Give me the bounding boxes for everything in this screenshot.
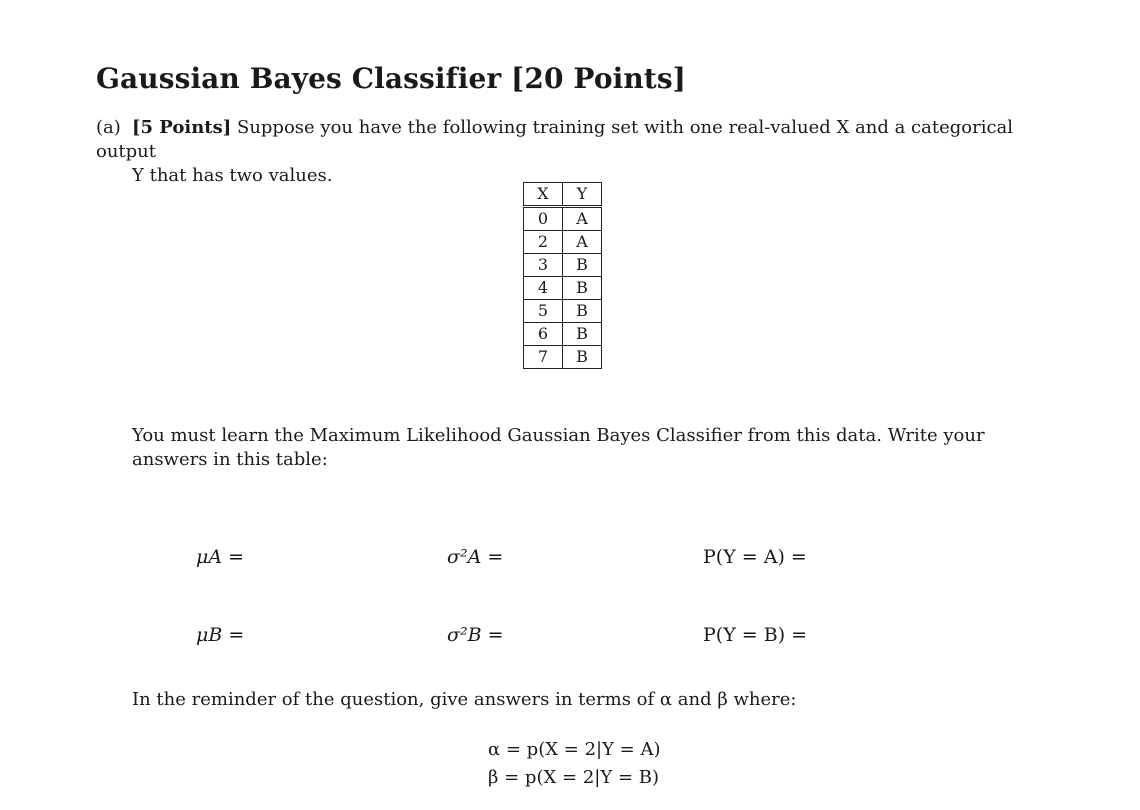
training-set-table [523, 182, 602, 369]
alpha-definition: α = p(X = 2|Y = A) [488, 739, 661, 760]
table-row [524, 277, 602, 300]
cell-x: 3 [524, 254, 563, 277]
instructions-text: You must learn the Maximum Likelihood Gaussian Bayes Classifier from this data. Write your answers in this table: [132, 425, 985, 470]
cell-y: B [563, 277, 602, 300]
table-row [524, 231, 602, 254]
cell-y: B [563, 300, 602, 323]
cell-y: A [563, 231, 602, 254]
mu-b-answer: μB = [196, 624, 245, 646]
header-y: Y [563, 183, 602, 207]
cell-x: 7 [524, 346, 563, 369]
table-row [524, 346, 602, 369]
prior-a-answer: P(Y = A) = [703, 546, 807, 568]
table-row [524, 254, 602, 277]
cell-x: 4 [524, 277, 563, 300]
cell-y: B [563, 254, 602, 277]
beta-definition: β = p(X = 2|Y = B) [488, 767, 659, 788]
part-a-label: (a) [96, 117, 121, 138]
prior-b-answer: P(Y = B) = [703, 624, 808, 646]
table-header-row [524, 183, 602, 207]
cell-y: A [563, 207, 602, 231]
sigma-b-answer: σ²B = [447, 624, 504, 646]
cell-x: 2 [524, 231, 563, 254]
part-a-intro [96, 116, 1046, 188]
section-title: Gaussian Bayes Classifier [20 Points] [96, 62, 687, 95]
sigma-a-answer: σ²A = [447, 546, 504, 568]
mu-a-answer: μA = [196, 546, 245, 568]
table-row [524, 207, 602, 231]
cell-y: B [563, 323, 602, 346]
table-row [524, 323, 602, 346]
part-a-points: [5 Points] [132, 117, 232, 138]
table-row [524, 300, 602, 323]
cell-x: 6 [524, 323, 563, 346]
cell-y: B [563, 346, 602, 369]
cell-x: 5 [524, 300, 563, 323]
cell-x: 0 [524, 207, 563, 231]
reminder-text: In the reminder of the question, give answers in terms of α and β where: [132, 689, 797, 710]
alpha-beta-definitions [488, 736, 661, 792]
part-a-text-line1: Suppose you have the following training set with one real-valued X and a categorical output [96, 117, 1014, 162]
part-a-text-line2: Y that has two values. [132, 165, 333, 186]
header-x: X [524, 183, 563, 207]
